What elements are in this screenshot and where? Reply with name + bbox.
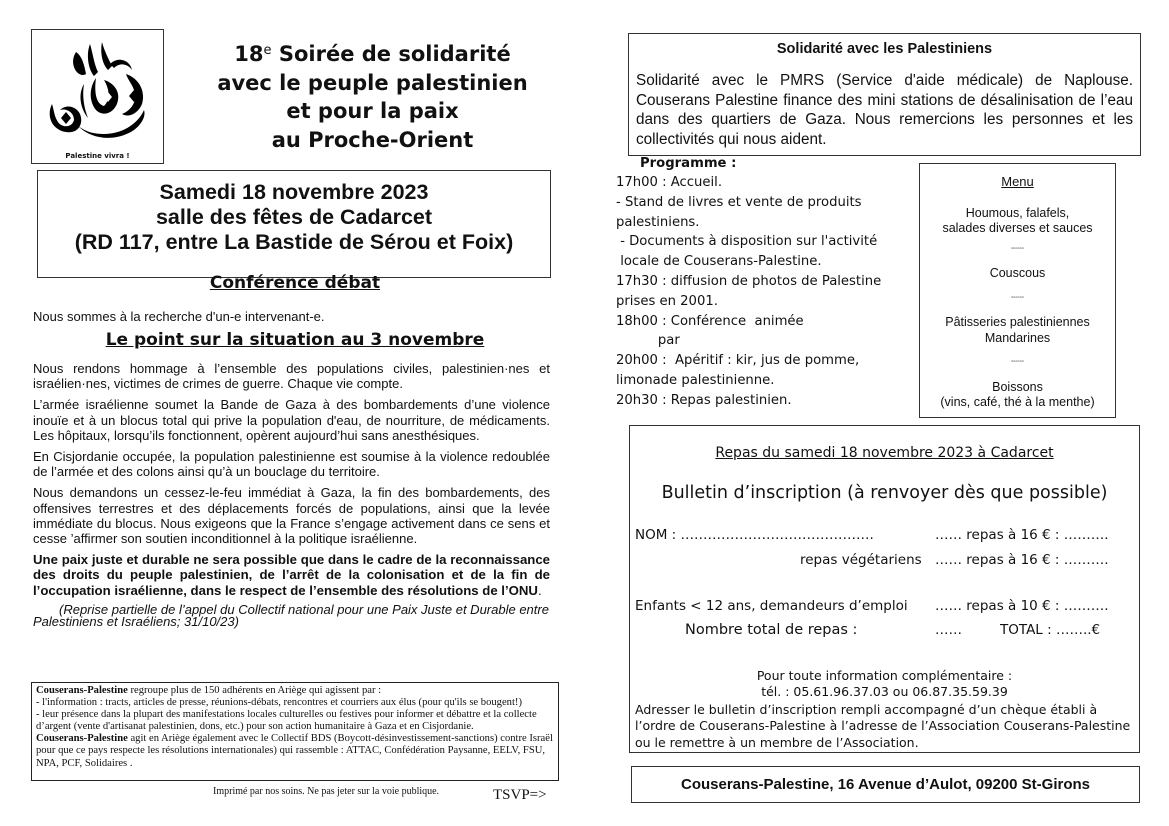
form-mailing-instructions: Adresser le bulletin d’inscription rempli accompagné d’un chèque établi à l’ordre de Couserans-Palestine à l’adresse de l’Association Couserans-Palestine ou le remettre à un membre de l’Association. [635,702,1131,750]
programme-item: locale de Couserans-Palestine. [616,254,822,270]
programme-item: limonade palestinienne. [616,372,775,388]
menu-course [920,206,1115,237]
name-field[interactable]: NOM : ……………………………………. [635,527,874,543]
form-title: Bulletin d’inscription (à renvoyer dès que possible) [661,483,1108,503]
form-contact-info [630,668,1139,701]
menu-item: (vins, café, thé à la menthe) [940,395,1095,409]
title-ordinal-suffix: e [263,43,272,58]
menu-separator: ▫▫▫▫▫▫ [1011,359,1024,365]
info-line: Pour toute information complémentaire : [756,668,1013,683]
menu-item: Couscous [989,266,1046,280]
assoc-line-text: regroupe plus de 150 adhérents en Ariège qui agissent par : [127,685,382,696]
programme-title: Programme : [640,156,737,171]
menu-course [920,315,1115,346]
vegetarian-quantity-field[interactable]: …… repas à 16 € : ………. [935,552,1109,568]
programme-list [616,173,916,411]
conference-text: Nous sommes à la recherche d'un-e intervenant-e. [33,309,325,324]
menu-separator: ▫▫▫▫▫▫ [1011,245,1024,252]
assoc-line [36,733,554,769]
menu-item: Boissons [992,379,1043,394]
assoc-line: - leur présence dans la plupart des manifestations locales culturelles ou festives pour informer et débattre et la collecte d’argent (vente d'artisanat palestinien, dons, etc.) pour son action humanitaire à Gaza et en Cisjordanie. [36,709,537,733]
logo [31,29,164,164]
calligraphy-logo-icon [38,34,158,149]
programme-item: - Documents à disposition sur l'activité [616,234,878,250]
article-paragraph: Nous demandons un cessez-le-feu immédiat à Gaza, la fin des bombardements, des offensives terrestres et des déplacements forcés de populations, ainsi que la levée immédiate du blocus. Nous exigeons que la France s’engage activement dans ce sens et cesse ’affirmer son soutien inconditionnel à la politique israélienne. [33,485,550,547]
event-info-box [37,170,551,278]
programme-item: 18h00 : Conférence animée [616,313,804,329]
situation-heading: Le point sur la situation au 3 novembre [105,330,485,350]
programme-item: 20h30 : Repas palestinien. [616,392,792,408]
title-line-2: avec le peuple palestinien [217,70,528,95]
article-paragraph: L’armée israélienne soumet la Bande de Gaza à des bombardements d’une violence inouïe et à un blocus total qui prive la population d'eau, de nourriture, de médicaments. Les hôpitaux, lorsqu’ils fonctionnent, opèrent aujourd’hui sans anesthésiques. [33,397,550,443]
menu-title: Menu [1001,174,1034,189]
programme-item: 17h30 : diffusion de photos de Palestine [616,273,882,289]
event-venue: salle des fêtes de Cadarcet [155,205,433,229]
assoc-line: - l'information : tracts, articles de presse, réunions-débats, rencontres et courriers aux élus (pour qu'ils se bougent!) [36,697,522,709]
menu-item: salades diverses et sauces [942,221,1093,235]
solidarity-title: Solidarité avec les Palestiniens [776,41,993,57]
title-line-3: et pour la paix [286,99,459,123]
total-amount-field[interactable]: TOTAL : ……..€ [1000,622,1101,638]
total-meals-label: Nombre total de repas : [685,622,858,638]
registration-form [629,425,1140,753]
programme [616,155,916,411]
programme-item: palestiniens. [616,214,700,230]
meal-16-quantity-field[interactable]: …… repas à 16 € : ………. [935,527,1109,543]
menu-box [919,163,1116,418]
conclusion-period: . [537,582,542,598]
phone-numbers: tél. : 05.61.96.37.03 ou 06.87.35.59.39 [761,684,1008,700]
logo-caption: Palestine vivra ! [65,152,130,160]
menu-item: Mandarines [984,330,1051,345]
event-location: (RD 117, entre La Bastide de Sérou et Foix) [74,230,514,254]
reduced-rate-label: Enfants < 12 ans, demandeurs d’emploi [635,598,908,614]
menu-item: Pâtisseries palestiniennes [945,315,1090,329]
assoc-line-text: agit en Ariège également avec le Collectif BDS (Boycott-désinvestissement-sanctions) contre Israël pour que ce pays respecte les résolutions internationales) qui rassemble : ATTAC, Confédération Paysanne, EELV, FSU, NPA, PCF, Solidaires . [36,733,553,769]
programme-item: 20h00 : Apéritif : kir, jus de pomme, [616,353,860,369]
form-subtitle: Repas du samedi 18 novembre 2023 à Cadarcet [715,445,1054,461]
assoc-line [36,685,554,697]
menu-separator: ▫▫▫▫▫▫ [1011,294,1024,301]
conference-heading: Conférence débat [209,273,381,293]
solidarity-box [628,33,1141,156]
programme-item: - Stand de livres et vente de produits [616,194,862,210]
assoc-name: Couserans-Palestine [36,685,128,696]
association-box [31,682,559,781]
menu-item: Houmous, falafels, [965,205,1070,220]
title-line-4: au Proche-Orient [271,127,474,152]
article-paragraph: En Cisjordanie occupée, la population palestinienne est soumise à la violence redoublée de l’armée et des colons ainsi qu’à un bouclage du territoire. [33,449,550,480]
situation-article [33,361,550,628]
solidarity-text: Solidarité avec le PMRS (Service d'aide médicale) de Naplouse. Couserans Palestine finance des mini stations de désalinisation de l’eau dans des quartiers de Gaza. Nous remercions les personnes et les collectivités qui nous aident. [636,72,1133,148]
conclusion-text: Une paix juste et durable ne sera possible que dans le cadre de la reconnaissance des droits du peuple palestinien, de l’arrêt de la colonisation et de la fin de l’occupation israélienne, dans le respect de l’ensemble des résolutions de l’ONU [33,552,550,598]
programme-item: prises en 2001. [616,293,718,309]
event-date: Samedi 18 novembre 2023 [159,180,429,204]
address-box: Couserans-Palestine, 16 Avenue d’Aulot, 09200 St-Girons [631,766,1140,803]
turn-over-notice: TSVP=> [493,787,547,803]
article-conclusion [33,552,550,598]
total-meals-field[interactable]: …… [935,622,962,638]
article-paragraph: Nous rendons hommage à l’ensemble des populations civiles, palestinien·nes et israélien·nes, victimes de crimes de guerre. Chaque vie compte. [33,361,550,392]
vegetarian-label: repas végétariens [800,552,922,568]
printed-notice: Imprimé par nos soins. Ne pas jeter sur la voie publique. [213,786,440,797]
title-ordinal: 18 [234,42,264,66]
article-source-quote: (Reprise partielle de l’appel du Collectif national pour une Paix Juste et Durable entre Palestiniens et Israéliens; 31/10/23) [33,601,549,629]
page-title [175,40,570,154]
assoc-name: Couserans-Palestine [36,733,128,745]
reduced-rate-quantity-field[interactable]: …… repas à 10 € : ………. [935,598,1109,614]
title-line-1 [175,40,570,69]
title-line-1-text: Soirée de solidarité [271,42,511,66]
menu-course [920,380,1115,411]
menu-course [920,266,1115,282]
programme-item: 17h00 : Accueil. [616,175,723,190]
menu-courses [920,206,1115,411]
programme-item: par [616,333,680,349]
